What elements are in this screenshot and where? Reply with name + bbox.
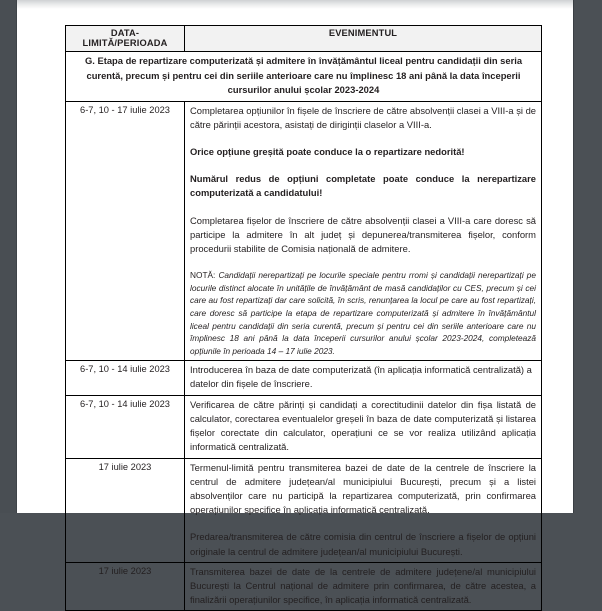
header-cell-event: EVENIMENTUL — [185, 26, 542, 52]
event-paragraph: Transmiterea bazei de date de la centrele de admitere județene/al municipiului București la Centrul național de admitere prin confirmarea, de către acestea, a finalizării operațiunilor specifice, în aplicația informatică centralizată. — [190, 565, 536, 606]
row-event — [185, 101, 542, 361]
event-paragraph-handover: Predarea/transmiterea de către comisia din centrul de înscriere a fișelor de opțiuni originale la centrul de admitere județean/al municipiului București. — [190, 531, 536, 557]
event-paragraph-other-county: Completarea fișelor de înscriere de către absolvenții clasei a VIII-a care doresc să participe la admitere în alt județ și depunerea/transmiterea fișelor, conform procedurii stabilite de Comisia națională de admitere. — [190, 214, 536, 254]
viewer-right-gutter — [573, 0, 602, 513]
row-event — [185, 361, 542, 395]
event-note-text: Candidații nerepartizați pe locurile speciale pentru rromi și candidații nerepartizați pe locurile distinct alocate în unitățile de învățământ de masă candidaților cu CES, precum și cei care au fost repartizați dar care solicită, în scris, renunțarea la locul pe care au fost repartizați, care doresc să participe la etapa de repartizare computerizată și admitere în învățământul liceal pentru candidații din seria curentă, precum și pentru cei din seriile anterioare care nu împlinesc 18 ani până la data începerii cursurilor anului școlar 2023-2024, completează opțiunile în perioada 14 – 17 iulie 2023. — [190, 270, 536, 356]
calendar-table — [65, 25, 542, 611]
event-note-label: NOTĂ: — [190, 270, 216, 281]
event-note — [190, 269, 536, 357]
event-paragraph: Termenul-limită pentru transmiterea bazei de date de la centrele de înscriere la centrul de admitere județean/al municipiului București, precum și a listei absolvenților care nu participă la repartizarea computerizată, prin confirmarea operațiunilor specifice în aplicația informatică centralizată. — [190, 461, 536, 516]
section-title-row — [66, 52, 542, 102]
row-date: 6-7, 10 - 17 iulie 2023 — [66, 101, 185, 361]
table-row — [66, 361, 542, 395]
table-row — [66, 395, 542, 458]
table-row — [66, 458, 542, 562]
row-date: 17 iulie 2023 — [66, 458, 185, 562]
event-paragraph-warning-1: Orice opțiune greșită poate conduce la o repartizare nedorită! — [190, 145, 465, 157]
row-event — [185, 562, 542, 611]
row-event — [185, 395, 542, 458]
event-paragraph-warning-2: Numărul redus de opțiuni completate poate conduce la nerepartizare computerizată a candidatului! — [190, 173, 536, 199]
table-row — [66, 101, 542, 361]
row-date: 17 iulie 2023 — [66, 562, 185, 611]
viewer-left-gutter — [0, 0, 17, 513]
row-event — [185, 458, 542, 562]
event-paragraph: Completarea opțiunilor în fișele de înscriere de către absolvenții clasei a VIII-a și de către părinții acestora, asistați de diriginții claselor a VIII-a. — [190, 104, 537, 130]
table-header-row — [66, 26, 542, 52]
page-top-edge-shadow — [17, 0, 573, 9]
event-paragraph: Verificarea de către părinți și candidați a corectitudinii datelor din fișa listată de calculator, corectarea eventualelor greșeli în baza de date computerizată și listarea fișelor corectate din calculator, operațiuni ce se vor realiza utilizând aplicația informatică centralizată. — [190, 398, 536, 453]
row-date: 6-7, 10 - 14 iulie 2023 — [66, 395, 185, 458]
section-title: G. Etapa de repartizare computerizată și admitere în învățământul liceal pentru candidații din seria curentă, precum și pentru cei din seriile anterioare care nu împlinesc 18 ani până la data începerii cursurilor anului școlar 2023-2024 — [66, 52, 542, 102]
table-row — [66, 562, 542, 611]
header-cell-date: DATA-LIMITĂ/PERIOADA — [66, 26, 185, 52]
document-page — [17, 0, 573, 606]
event-paragraph: Introducerea în baza de date computerizată (în aplicația informatică centralizată) a datelor din fișele de înscriere. — [190, 364, 532, 390]
row-date: 6-7, 10 - 14 iulie 2023 — [66, 361, 185, 395]
